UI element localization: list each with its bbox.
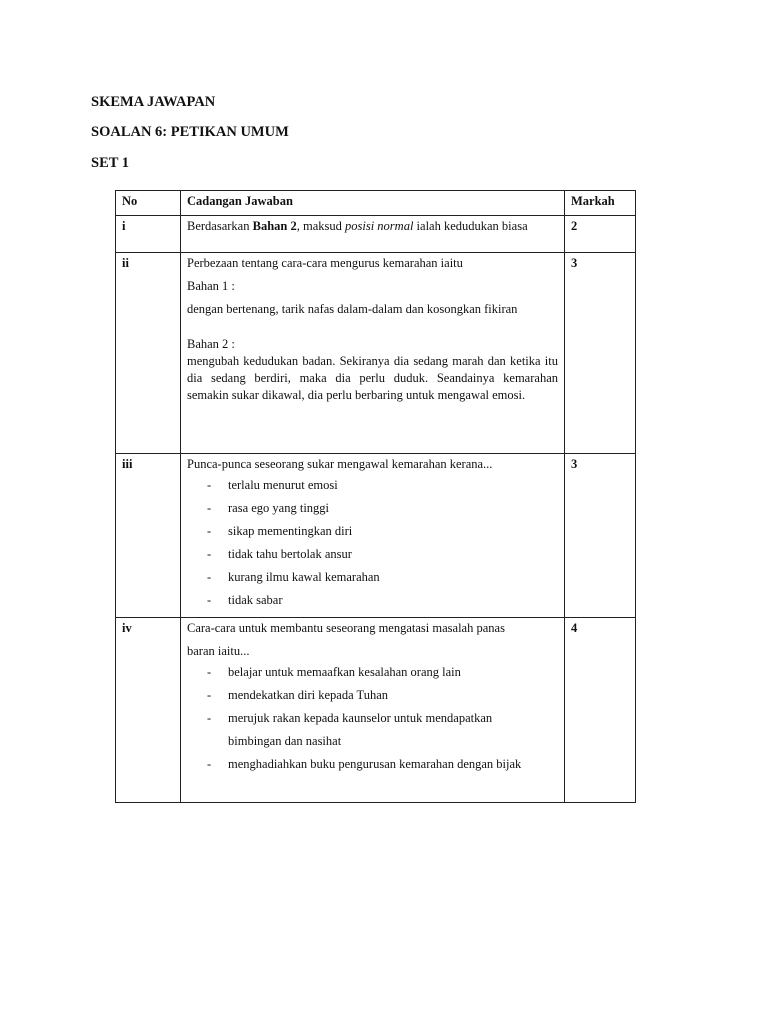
list-item-text: tidak tahu bertolak ansur (228, 547, 352, 561)
list-item-text: terlalu menurut emosi (228, 478, 338, 492)
source-label: Bahan 1 : (187, 279, 235, 293)
answer-text: , maksud (296, 219, 345, 233)
answer-list (187, 477, 558, 609)
answer-intro-continuation: baran iaitu... (187, 644, 250, 658)
source-text: dengan bertenang, tarik nafas dalam-dalam dan kosongkan fikiran (187, 302, 518, 316)
list-item-text: kurang ilmu kawal kemarahan (228, 570, 380, 584)
list-item-continuation: bimbingan dan nasihat (228, 734, 342, 748)
list-item-text: menghadiahkan buku pengurusan kemarahan dengan bijak (228, 757, 522, 771)
list-item-text: rasa ego yang tinggi (228, 501, 330, 515)
list-item (187, 569, 558, 586)
answer-text: ialah kedudukan biasa (413, 219, 528, 233)
header-marks: Markah (565, 191, 636, 216)
header-no: No (116, 191, 181, 216)
answer-intro: Punca-punca seseorang sukar mengawal kemarahan kerana... (187, 457, 493, 471)
list-item (187, 687, 558, 704)
question-heading: SOALAN 6: PETIKAN UMUM (91, 124, 289, 140)
list-item-text: belajar untuk memaafkan kesalahan orang lain (228, 665, 461, 679)
table-row (116, 454, 636, 618)
list-item (187, 523, 558, 540)
dash-bullet: - (207, 478, 212, 492)
table-row (116, 216, 636, 253)
marks-value: 3 (565, 454, 636, 618)
document-title: SKEMA JAWAPAN (91, 94, 216, 110)
list-item-text: tidak sabar (228, 593, 283, 607)
answer-cell (181, 454, 565, 618)
dash-bullet: - (207, 570, 212, 584)
dash-bullet: - (207, 711, 212, 725)
dash-bullet: - (207, 688, 212, 702)
answer-cell (181, 253, 565, 454)
marks-value: 3 (565, 253, 636, 454)
dash-bullet: - (207, 757, 212, 771)
table-row (116, 618, 636, 803)
list-item (187, 546, 558, 563)
answer-intro: Cara-cara untuk membantu seseorang mengatasi masalah panas (187, 621, 505, 635)
list-item-text: mendekatkan diri kepada Tuhan (228, 688, 389, 702)
header-answer: Cadangan Jawaban (181, 191, 565, 216)
answer-intro: Perbezaan tentang cara-cara mengurus kemarahan iaitu (187, 256, 463, 270)
list-item-text: sikap mementingkan diri (228, 524, 353, 538)
dash-bullet: - (207, 665, 212, 679)
row-number: ii (116, 253, 181, 454)
list-item (187, 477, 558, 494)
answer-italic-text: posisi normal (345, 219, 414, 233)
answer-bold-text: Bahan 2 (252, 219, 297, 233)
row-number: iii (116, 454, 181, 618)
answer-text: Berdasarkan (187, 219, 253, 233)
source-text: mengubah kedudukan badan. Sekiranya dia sedang marah dan ketika itu dia sedang berdiri, maka dia perlu duduk. Seandainya kemarahan semakin sukar dikawal, dia perlu berbaring untuk mengawal emosi. (187, 354, 558, 402)
row-number: i (116, 216, 181, 253)
marks-value: 4 (565, 618, 636, 803)
answer-cell (181, 216, 565, 253)
answer-scheme-table (115, 190, 636, 803)
dash-bullet: - (207, 501, 212, 515)
row-number: iv (116, 618, 181, 803)
list-item (187, 710, 558, 750)
list-item-text: merujuk rakan kepada kaunselor untuk mendapatkan (228, 711, 493, 725)
marks-value: 2 (565, 216, 636, 253)
source-label: Bahan 2 : (187, 337, 235, 351)
list-item (187, 756, 558, 773)
answer-cell (181, 618, 565, 803)
list-item (187, 500, 558, 517)
table-header-row (116, 191, 636, 216)
set-heading: SET 1 (91, 155, 130, 171)
dash-bullet: - (207, 524, 212, 538)
list-item (187, 664, 558, 681)
dash-bullet: - (207, 547, 212, 561)
list-item (187, 592, 558, 609)
dash-bullet: - (207, 593, 212, 607)
answer-list (187, 664, 558, 773)
table-row (116, 253, 636, 454)
